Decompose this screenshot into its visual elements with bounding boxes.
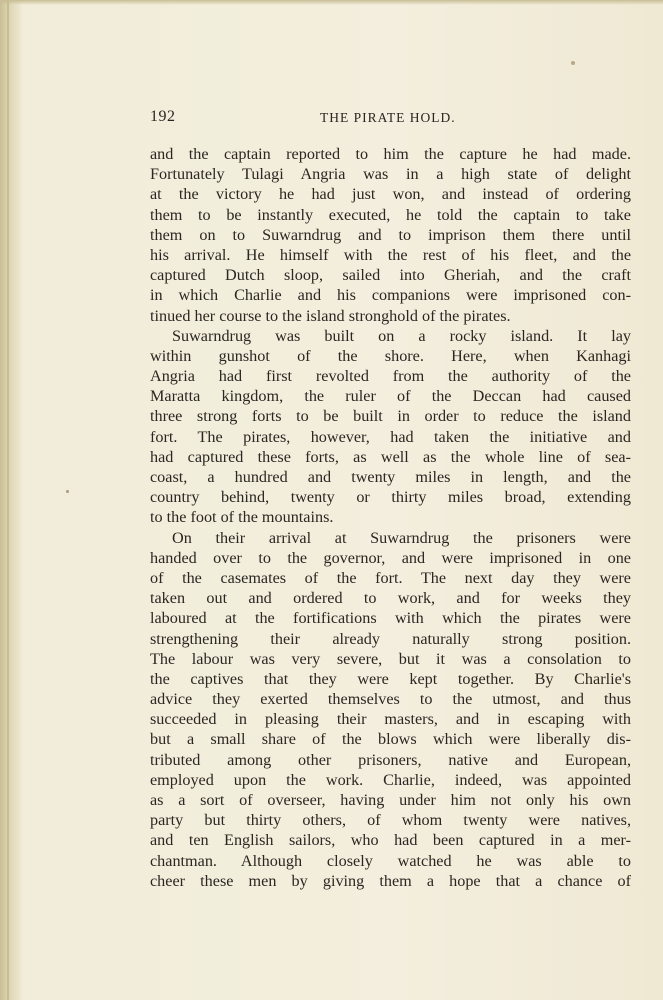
paragraph [150,326,631,528]
text-line: tributed among other prisoners, native and European, [150,750,631,769]
text-line: fort. The pirates, however, had taken the initiative and [150,427,631,446]
text-line: captured Dutch sloop, sailed into Gheriah, and the craft [150,266,631,285]
text-line: Suwarndrug was built on a rocky island. It lay [172,326,631,345]
paragraph [150,528,631,891]
text-line: of the casemates of the fort. The next day they were [150,568,631,587]
text-line: The labour was very severe, but it was a consolation to [150,649,631,668]
text-line: chantman. Although closely watched he was able to [150,851,631,870]
running-header [150,108,630,130]
text-line: advice they exerted themselves to the utmost, and thus [150,690,631,709]
text-line: party but thirty others, of whom twenty were natives, [150,811,631,830]
text-line: at the victory he had just won, and instead of ordering [150,185,631,204]
page-number: 192 [150,108,176,125]
text-line: in which Charlie and his companions were imprisoned con- [150,286,631,305]
page-top-edge [0,0,663,5]
running-title: THE PIRATE HOLD. [320,110,456,125]
text-line: to the foot of the mountains. [150,508,334,527]
text-line: taken out and ordered to work, and for weeks they [150,589,631,608]
text-line: but a small share of the blows which were liberally dis- [150,730,631,749]
text-line: On their arrival at Suwarndrug the prisoners were [172,528,631,547]
text-line: them on to Suwarndrug and to imprison them there until [150,225,631,244]
text-line: tinued her course to the island stronghold of the pirates. [150,306,511,325]
text-line: coast, a hundred and twenty miles in length, and the [150,468,631,486]
text-line: as a sort of overseer, having under him not only his own [150,791,631,809]
text-line: strengthening their already naturally strong position. [150,629,631,648]
text-line: cheer these men by giving them a hope that a chance of [150,871,631,890]
text-line: handed over to the governor, and were imprisoned in one [150,548,631,567]
text-line: succeeded in pleasing their masters, and in escaping with [150,710,631,729]
text-line: laboured at the fortifications with which the pirates were [150,609,631,628]
paragraph [150,144,631,326]
text-line: employed upon the work. Charlie, indeed, was appointed [150,770,631,789]
paper-speck [66,490,69,493]
text-line: country behind, twenty or thirty miles broad, extending [150,488,631,507]
text-line: had captured these forts, as well as the whole line of sea- [150,447,631,466]
text-line: three strong forts to be built in order to reduce the island [150,407,631,426]
text-line: them to be instantly executed, he told the captain to take [150,205,631,224]
text-line: his arrival. He himself with the rest of his fleet, and the [150,245,631,264]
binding-edge-line [7,0,9,1000]
text-line: Fortunately Tulagi Angria was in a high state of delight [150,165,631,184]
text-line: Maratta kingdom, the ruler of the Deccan had caused [150,387,631,406]
paper-speck [571,61,575,65]
text-line: Angria had first revolted from the authority of the [150,367,631,386]
text-line: within gunshot of the shore. Here, when Kanhagi [150,346,631,365]
body-text [150,144,631,891]
text-line: and ten English sailors, who had been captured in a mer- [150,831,631,850]
text-line: and the captain reported to him the capture he had made. [150,145,631,163]
text-line: the captives that they were kept together. By Charlie's [150,669,631,688]
page-gutter-shadow [0,0,22,1000]
